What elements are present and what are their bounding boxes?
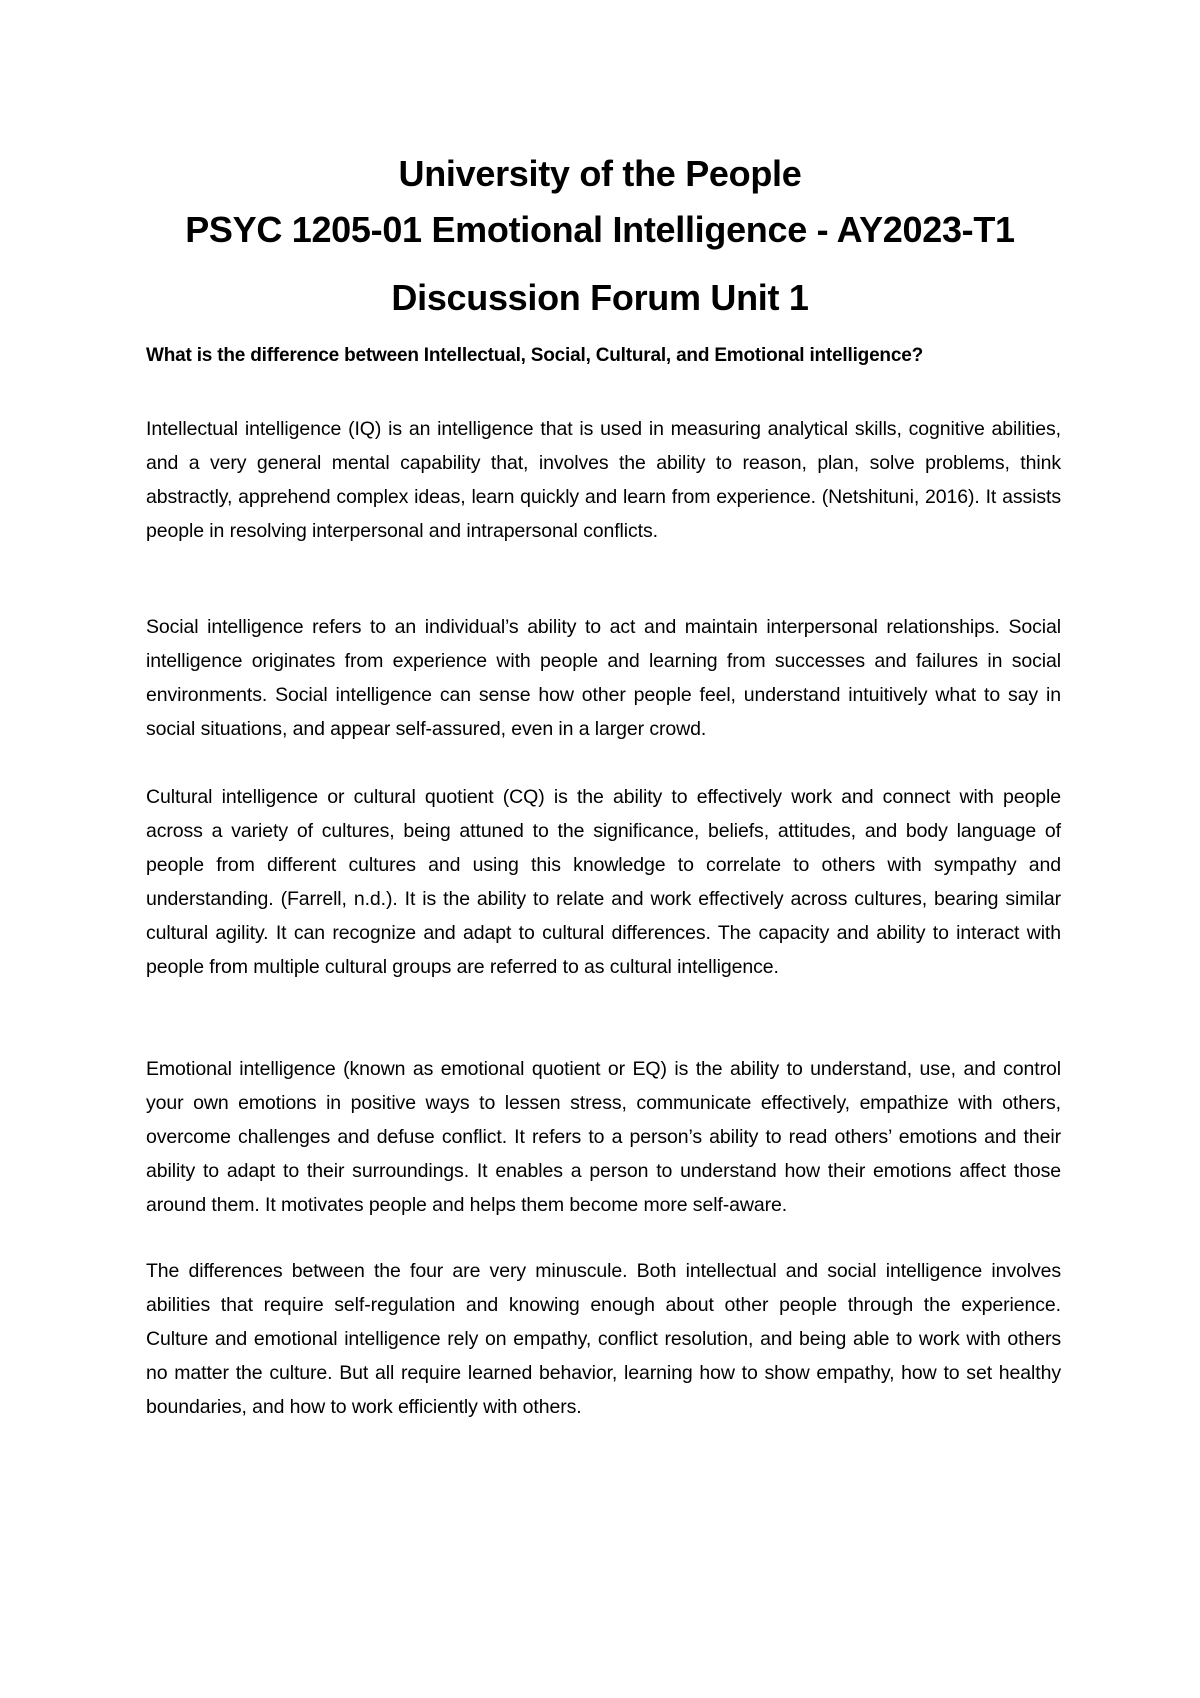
- unit-title: Discussion Forum Unit 1: [391, 277, 809, 318]
- paragraph-emotional-intelligence: Emotional intelligence (known as emotional quotient or EQ) is the ability to understand, use, and control your own emotions in positive ways to lessen stress, communicate effectively, empathize with others, overcome challenges and defuse conflict. It refers to a person’s ability to read others’ emotions and their ability to adapt to their surroundings. It enables a person to understand how their emotions affect those around them. It motivates people and helps them become more self-aware.: [146, 1057, 1061, 1216]
- discussion-question: What is the difference between Intellectual, Social, Cultural, and Emotional intelligence?: [146, 345, 923, 366]
- paragraph-differences: The differences between the four are very minuscule. Both intellectual and social intelligence involves abilities that require self-regulation and knowing enough about other people through the experience. Culture and emotional intelligence rely on empathy, conflict resolution, and being able to work with others no matter the culture. But all require learned behavior, learning how to show empathy, how to set healthy boundaries, and how to work efficiently with others.: [146, 1259, 1061, 1418]
- university-title: University of the People: [398, 153, 802, 194]
- course-title: PSYC 1205-01 Emotional Intelligence - AY2023-T1: [185, 209, 1015, 250]
- paragraph-intellectual-intelligence: Intellectual intelligence (IQ) is an intelligence that is used in measuring analytical skills, cognitive abilities, and a very general mental capability that, involves the ability to reason, plan, solve problems, think abstractly, apprehend complex ideas, learn quickly and learn from experience. (Netshituni, 2016). It assists people in resolving interpersonal and intrapersonal conflicts.: [146, 417, 1061, 542]
- paragraph-social-intelligence: Social intelligence refers to an individual’s ability to act and maintain interpersonal relationships. Social intelligence originates from experience with people and learning from successes and failures in social environments. Social intelligence can sense how other people feel, understand intuitively what to say in social situations, and appear self-assured, even in a larger crowd.: [146, 615, 1061, 740]
- paragraph-cultural-intelligence: Cultural intelligence or cultural quotient (CQ) is the ability to effectively work and connect with people across a variety of cultures, being attuned to the significance, beliefs, attitudes, and body language of people from different cultures and using this knowledge to correlate to others with sympathy and understanding. (Farrell, n.d.). It is the ability to relate and work effectively across cultures, bearing similar cultural agility. It can recognize and adapt to cultural differences. The capacity and ability to interact with people from multiple cultural groups are referred to as cultural intelligence.: [146, 785, 1061, 978]
